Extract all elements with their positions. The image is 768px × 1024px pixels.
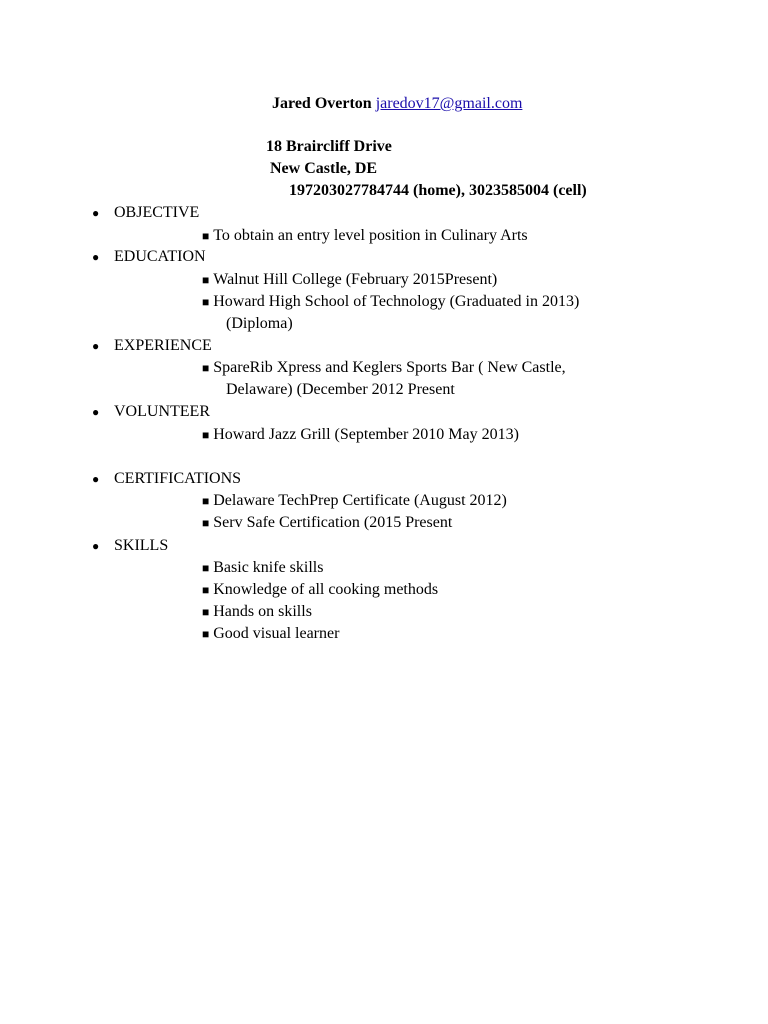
list-item-continuation: (Diploma) bbox=[226, 315, 293, 332]
address-line-1: 18 Braircliff Drive bbox=[266, 138, 392, 155]
bullet-icon: ● bbox=[92, 339, 100, 353]
bullet-icon: ● bbox=[92, 472, 100, 486]
square-bullet-icon: ■ bbox=[202, 583, 210, 597]
square-bullet-icon: ■ bbox=[202, 428, 210, 442]
square-bullet-icon: ■ bbox=[202, 561, 210, 575]
bullet-icon: ● bbox=[92, 539, 100, 553]
section-title-certifications: CERTIFICATIONS bbox=[114, 470, 242, 487]
square-bullet-icon: ■ bbox=[202, 516, 210, 530]
bullet-icon: ● bbox=[92, 405, 100, 419]
list-item: ■ Walnut Hill College (February 2015Present) bbox=[202, 271, 498, 288]
phone-numbers: 197203027784744 (home), 3023585004 (cell) bbox=[289, 182, 587, 199]
list-item: ■ Serv Safe Certification (2015 Present bbox=[202, 514, 453, 531]
section-title-objective: OBJECTIVE bbox=[114, 204, 200, 221]
list-item: ■ Good visual learner bbox=[202, 625, 340, 642]
section-title-experience: EXPERIENCE bbox=[114, 337, 212, 354]
list-item: ■ Howard High School of Technology (Graduated in 2013) bbox=[202, 293, 580, 310]
resume-name: Jared Overton bbox=[272, 95, 372, 112]
square-bullet-icon: ■ bbox=[202, 627, 210, 641]
list-item: ■ SpareRib Xpress and Keglers Sports Bar ( New Castle, bbox=[202, 359, 566, 376]
list-item: ■ Hands on skills bbox=[202, 603, 312, 620]
square-bullet-icon: ■ bbox=[202, 273, 210, 287]
address-line-2: New Castle, DE bbox=[270, 160, 378, 177]
list-item: ■ To obtain an entry level position in Culinary Arts bbox=[202, 227, 528, 244]
list-item: ■ Basic knife skills bbox=[202, 559, 324, 576]
list-item: ■ Knowledge of all cooking methods bbox=[202, 581, 439, 598]
bullet-icon: ● bbox=[92, 250, 100, 264]
section-title-skills: SKILLS bbox=[114, 537, 169, 554]
list-item-continuation: Delaware) (December 2012 Present bbox=[226, 381, 455, 398]
square-bullet-icon: ■ bbox=[202, 361, 210, 375]
email-link[interactable]: jaredov17@gmail.com bbox=[375, 95, 523, 112]
square-bullet-icon: ■ bbox=[202, 295, 210, 309]
square-bullet-icon: ■ bbox=[202, 229, 210, 243]
square-bullet-icon: ■ bbox=[202, 494, 210, 508]
section-title-education: EDUCATION bbox=[114, 248, 206, 265]
bullet-icon: ● bbox=[92, 206, 100, 220]
header-name-line bbox=[272, 94, 522, 114]
square-bullet-icon: ■ bbox=[202, 605, 210, 619]
list-item: ■ Howard Jazz Grill (September 2010 May 2013) bbox=[202, 426, 519, 443]
section-title-volunteer: VOLUNTEER bbox=[114, 403, 210, 420]
list-item: ■ Delaware TechPrep Certificate (August 2012) bbox=[202, 492, 507, 509]
